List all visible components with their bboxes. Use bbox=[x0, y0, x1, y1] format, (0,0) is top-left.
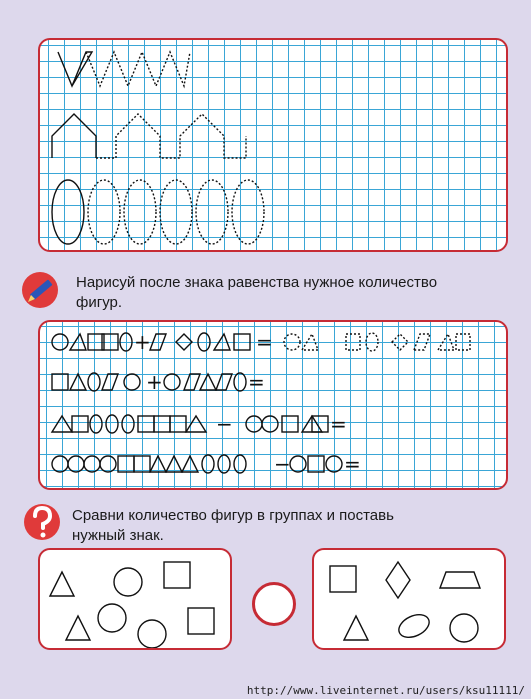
triangle-shape bbox=[50, 572, 74, 596]
oval-dotted bbox=[88, 180, 120, 244]
tracing-figures bbox=[40, 40, 506, 250]
task3-instruction bbox=[72, 506, 512, 546]
task2-line2: фигур. bbox=[76, 294, 123, 311]
oval-solid bbox=[52, 180, 84, 244]
equations-panel bbox=[38, 320, 508, 490]
zigzag-dotted bbox=[86, 52, 190, 86]
zigzag-solid bbox=[58, 52, 92, 86]
row4-equals: = bbox=[344, 452, 361, 476]
oval-dotted bbox=[232, 180, 264, 244]
compare-sign-circle[interactable] bbox=[252, 582, 296, 626]
circle-shape bbox=[98, 604, 126, 632]
triangle-shape bbox=[66, 616, 90, 640]
right-group-box bbox=[312, 548, 506, 650]
row1-equals: = bbox=[256, 330, 273, 354]
oval-shape bbox=[395, 610, 432, 642]
task2-instruction bbox=[76, 273, 516, 313]
row3-equals: = bbox=[330, 412, 347, 436]
row1-operator: + bbox=[134, 330, 151, 354]
circle-shape bbox=[114, 568, 142, 596]
oval-dotted bbox=[160, 180, 192, 244]
row3-operator: − bbox=[216, 412, 233, 436]
source-url[interactable]: http://www.liveinternet.ru/users/ksu11111/ bbox=[246, 684, 525, 697]
oval-dotted bbox=[124, 180, 156, 244]
left-group-box bbox=[38, 548, 232, 650]
triangle-shape bbox=[344, 616, 368, 640]
equation-figures bbox=[40, 322, 506, 488]
row2-equals: = bbox=[248, 370, 265, 394]
right-group-figures bbox=[314, 550, 504, 648]
square-shape bbox=[164, 562, 190, 588]
task3-line1: Сравни количество фигур в группах и поставь bbox=[72, 507, 394, 524]
task2-line1: Нарисуй после знака равенства нужное количество bbox=[76, 274, 438, 291]
equation-row-3 bbox=[52, 415, 328, 433]
equation-row-4 bbox=[52, 455, 342, 473]
task3-line2: нужный знак. bbox=[72, 527, 164, 544]
left-group-figures bbox=[40, 550, 230, 648]
house-dotted bbox=[96, 114, 246, 158]
circle-shape bbox=[138, 620, 166, 648]
square-shape bbox=[330, 566, 356, 592]
rhombus-shape bbox=[386, 562, 410, 598]
trapezoid-shape bbox=[440, 572, 480, 588]
oval-dotted bbox=[196, 180, 228, 244]
pencil-icon bbox=[20, 270, 60, 310]
row4-operator: − bbox=[274, 452, 291, 476]
house-solid bbox=[52, 114, 96, 158]
circle-shape bbox=[450, 614, 478, 642]
question-icon bbox=[22, 500, 62, 544]
square-shape bbox=[188, 608, 214, 634]
tracing-panel bbox=[38, 38, 508, 252]
row2-operator: + bbox=[146, 370, 163, 394]
